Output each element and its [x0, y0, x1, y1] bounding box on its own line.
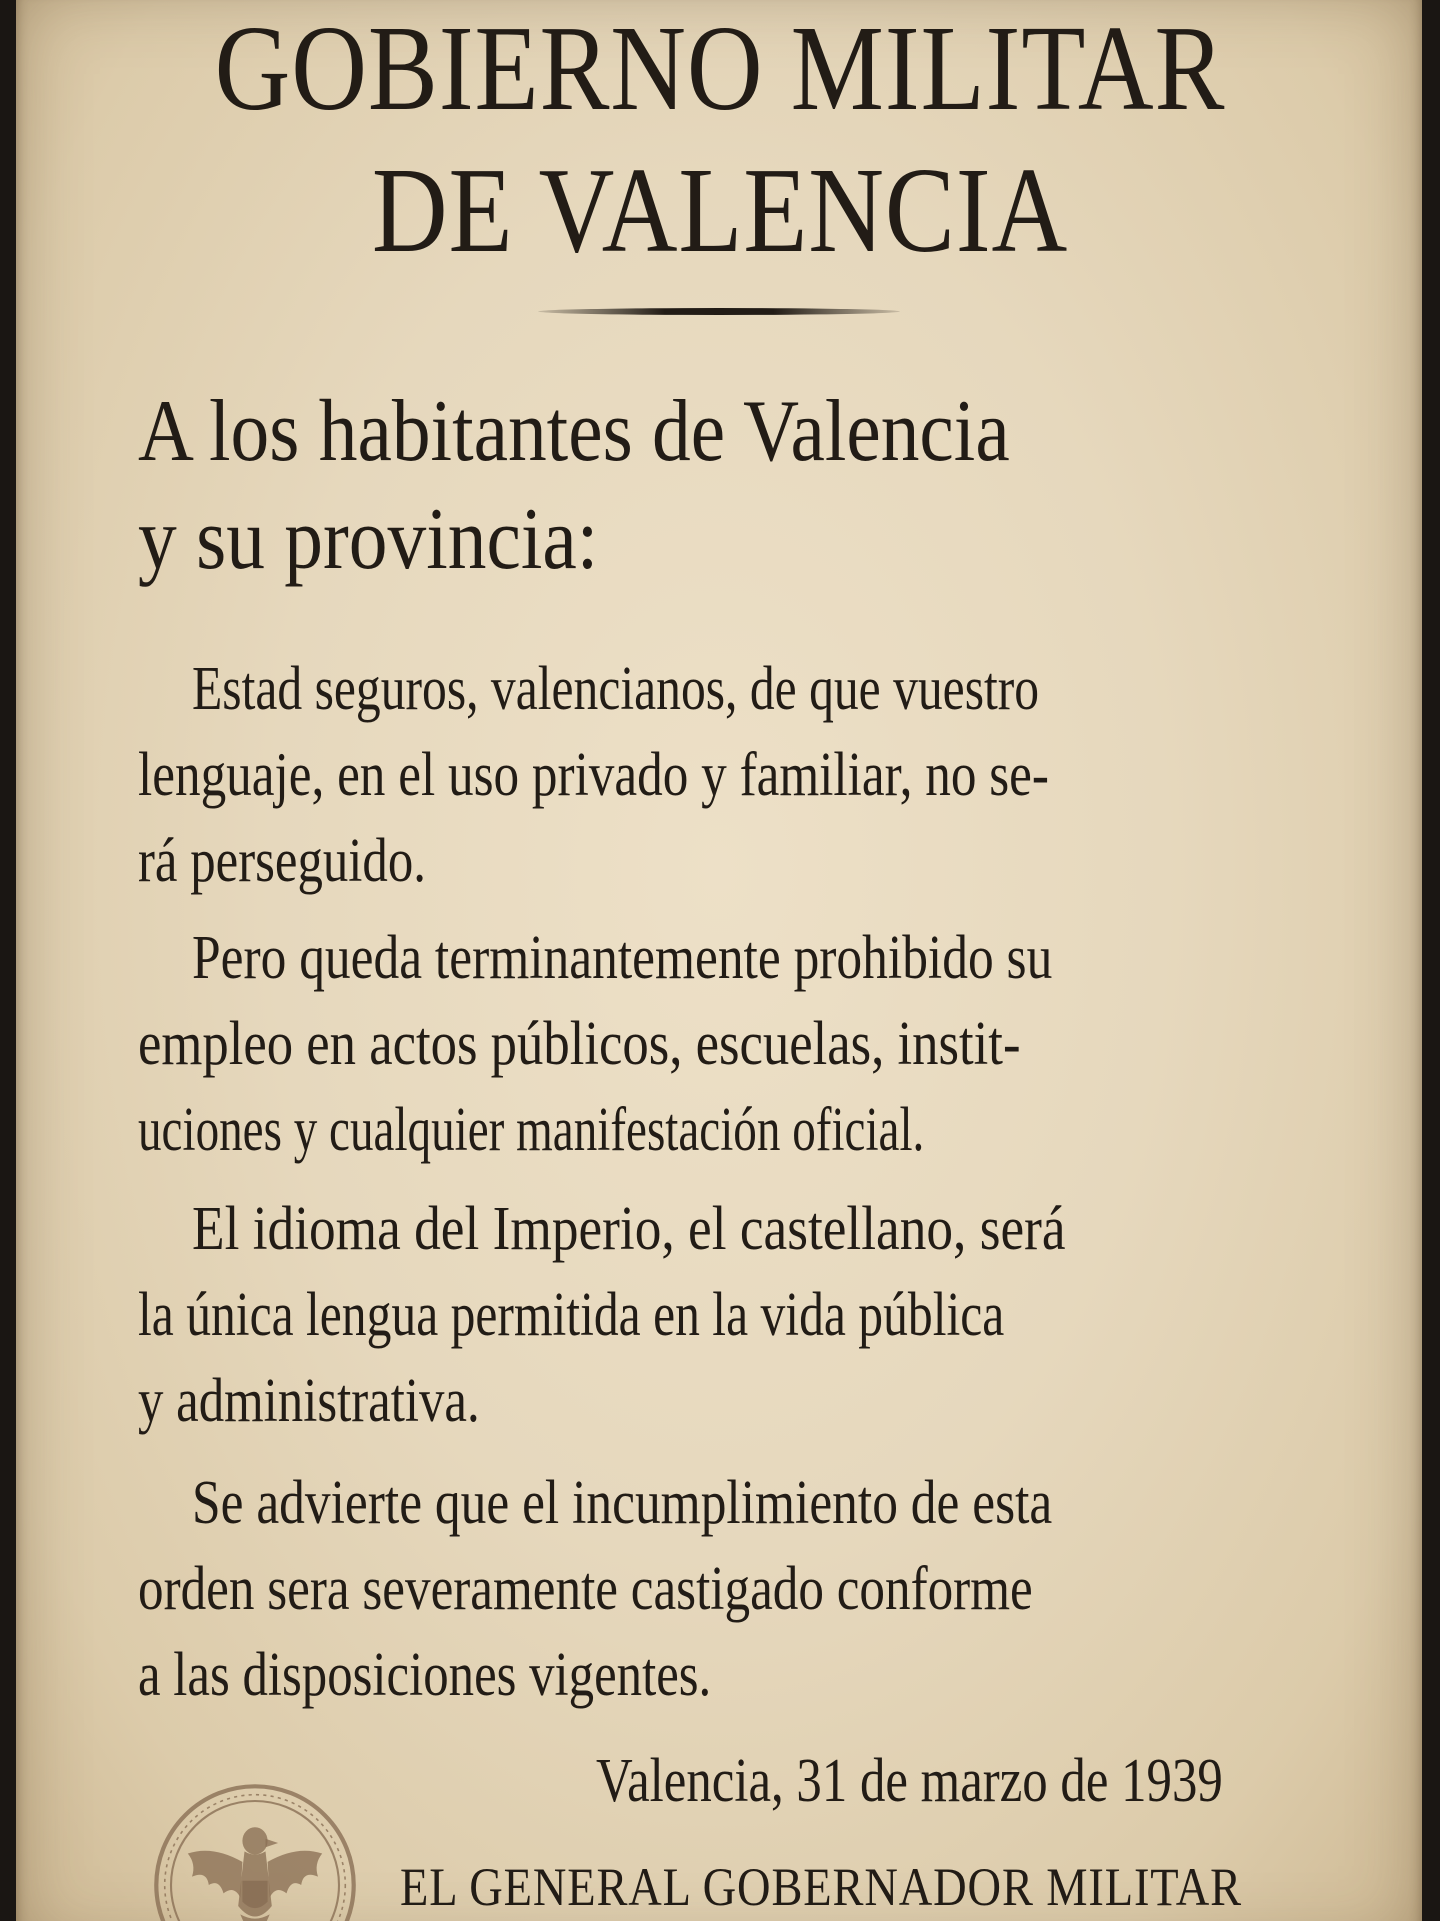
paragraph-4-line-1: Se advierte que el incumplimiento de esta [192, 1469, 1053, 1537]
title-line-2: DE VALENCIA [371, 143, 1069, 278]
title-divider [538, 308, 900, 315]
address-line-2: y su provincia: [138, 491, 599, 588]
paragraph-4-line-2: orden sera severamente castigado conforme [138, 1555, 1033, 1623]
paragraph-3-line-3: y administrativa. [138, 1367, 480, 1435]
paragraph-3-line-1: El idioma del Imperio, el castellano, será [192, 1195, 1066, 1263]
signature-title: EL GENERAL GOBERNADOR MILITAR [400, 1857, 1243, 1917]
paragraph-1-line-3: rá perseguido. [138, 827, 426, 895]
eagle-seal-icon [150, 1780, 360, 1921]
paragraph-1-line-1: Estad seguros, valencianos, de que vuestro [192, 655, 1040, 723]
paragraph-1-line-2: lenguaje, en el uso privado y familiar, no se- [138, 741, 1049, 809]
address-salutation [138, 378, 1010, 594]
paragraph-4-line-3: a las disposiciones vigentes. [138, 1641, 712, 1709]
date-line: Valencia, 31 de marzo de 1939 [596, 1747, 1223, 1815]
paragraph-3-line-2: la única lengua permitida en la vida pública [138, 1281, 1005, 1349]
address-line-1: A los habitantes de Valencia [138, 383, 1010, 480]
title-line-1: GOBIERNO MILITAR [214, 1, 1226, 136]
paragraph-2-line-3: uciones y cualquier manifestación oficial. [138, 1096, 925, 1164]
paragraph-2-line-2: empleo en actos públicos, escuelas, instit- [138, 1010, 1021, 1078]
paragraph-2-line-1: Pero queda terminantemente prohibido su [192, 924, 1053, 992]
